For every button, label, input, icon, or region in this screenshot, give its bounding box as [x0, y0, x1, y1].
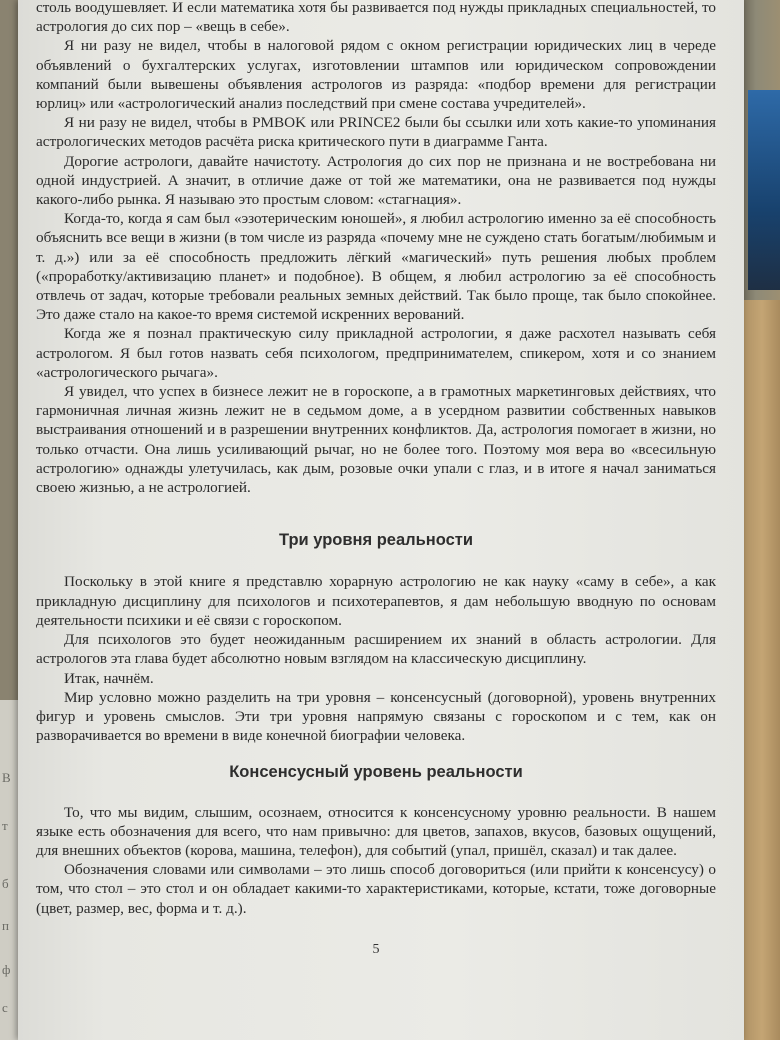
- paragraph: Дорогие астрологи, давайте начистоту. Астрология до сих пор не признана и не востребована ни одной индустрией. А значит, в отличие даже от той же математики, она не развивается под нужды какого-либо рынка. Я называю это простым словом: «стагнация».: [36, 152, 716, 209]
- page-text: [36, 0, 716, 959]
- paragraph: Когда-то, когда я сам был «эзотерическим юношей», я любил астрологию именно за её способность объяснить все вещи в жизни (в том числе из разряда «почему мне не суждено стать богатым/любимым и т. д.») или за её способность предложить лёгкий «магический» путь решения любых проблем («проработку/активизацию планет» и подобное). В общем, я любил астрологию за её способность отвлечь от задач, которые требовали реальных земных действий. Так было проще, так было спокойнее. Это даже стало на какое-то время системой искренних верований.: [36, 210, 716, 324]
- underlying-page-letter: В: [2, 770, 11, 785]
- background-wood: [744, 300, 780, 1040]
- paragraph: Я увидел, что успех в бизнесе лежит не в гороскопе, а в грамотных маркетинговых действиях, что гармоничная личная жизнь лежит не в седьмом доме, а в усердном развитии собственных навыков выстраивания отношений и в разрешении внутренних конфликтов. Да, астрология помогает в жизни, но только отчасти. Она лишь усиливающий рычаг, но не более того. Поэтому моя вера во «всесильную астрологию» однажды улетучилась, как дым, розовые очки упали с глаз, и в итоге я начал заниматься своею жизнью, а не астрологией.: [36, 383, 716, 497]
- paragraph: Мир условно можно разделить на три уровня – консенсусный (договорной), уровень внутренних фигур и уровень смыслов. Эти три уровня напрямую связаны с гороскопом и с тем, как он разворачивается во времени в виде конечной биографии человека.: [36, 688, 716, 745]
- paragraph: Я ни разу не видел, чтобы в PMBOK или PRINCE2 были бы ссылки или хоть какие-то упоминания астрологических методов расчёта риска критического пути в диаграмме Ганта.: [36, 114, 716, 151]
- paragraph: Итак, начнём.: [64, 669, 154, 687]
- paragraph: Я ни разу не видел, чтобы в налоговой рядом с окном регистрации юридических лиц в череде объявлений о бухгалтерских услугах, изготовлении штампов или юридическом сопровождении компаний были вывешены объявления астрологов из разряда: «подбор времени для регистрации юрлиц» или «астрологический анализ последствий при смене состава учредителей».: [36, 37, 716, 113]
- underlying-page-letter: с: [2, 1000, 8, 1015]
- background-book-spine: [748, 90, 780, 290]
- underlying-page-letter: б: [2, 876, 9, 891]
- section-heading: Три уровня реальности: [279, 531, 473, 550]
- paragraph: То, что мы видим, слышим, осознаем, относится к консенсусному уровню реальности. В нашем языке есть обозначения для всего, что нам привычно: для цветов, запахов, вкусов, базовых ощущений, для внешних объектов (корова, машина, телефон), для событий (упал, пришёл, сказал) и так далее.: [36, 803, 716, 859]
- paragraph: Для психологов это будет неожиданным расширением их знаний в область астрологии. Для астрологов эта глава будет абсолютно новым взглядом на классическую дисциплину.: [36, 631, 716, 668]
- section-heading: Консенсусный уровень реальности: [229, 763, 523, 782]
- paragraph: столь воодушевляет. И если математика хотя бы развивается под нужды прикладных специальностей, то астрология до сих пор – «вещь в себе».: [36, 0, 716, 36]
- book-page: [18, 0, 744, 1040]
- underlying-page-letter: ф: [2, 962, 11, 977]
- page-number: 5: [372, 941, 380, 957]
- underlying-page-letter: п: [2, 918, 9, 933]
- paragraph: Поскольку в этой книге я представлю хорарную астрологию не как науку «саму в себе», а как прикладную дисциплину для психологов и психотерапевтов, я дам небольшую вводную по основам деятельности психики и её связи с гороскопом.: [36, 573, 716, 629]
- paragraph: Обозначения словами или символами – это лишь способ договориться (или прийти к консенсусу) о том, что стол – это стол и он обладает какими-то характеристиками, которые, кстати, тоже договорные (цвет, размер, вес, форма и т. д.).: [36, 861, 716, 917]
- underlying-page-letter: т: [2, 818, 8, 833]
- paragraph: Когда же я познал практическую силу прикладной астрологии, я даже расхотел называть себя астрологом. Я был готов назвать себя психологом, предпринимателем, спикером, хотя и со знанием «астрологического рычага».: [36, 325, 716, 381]
